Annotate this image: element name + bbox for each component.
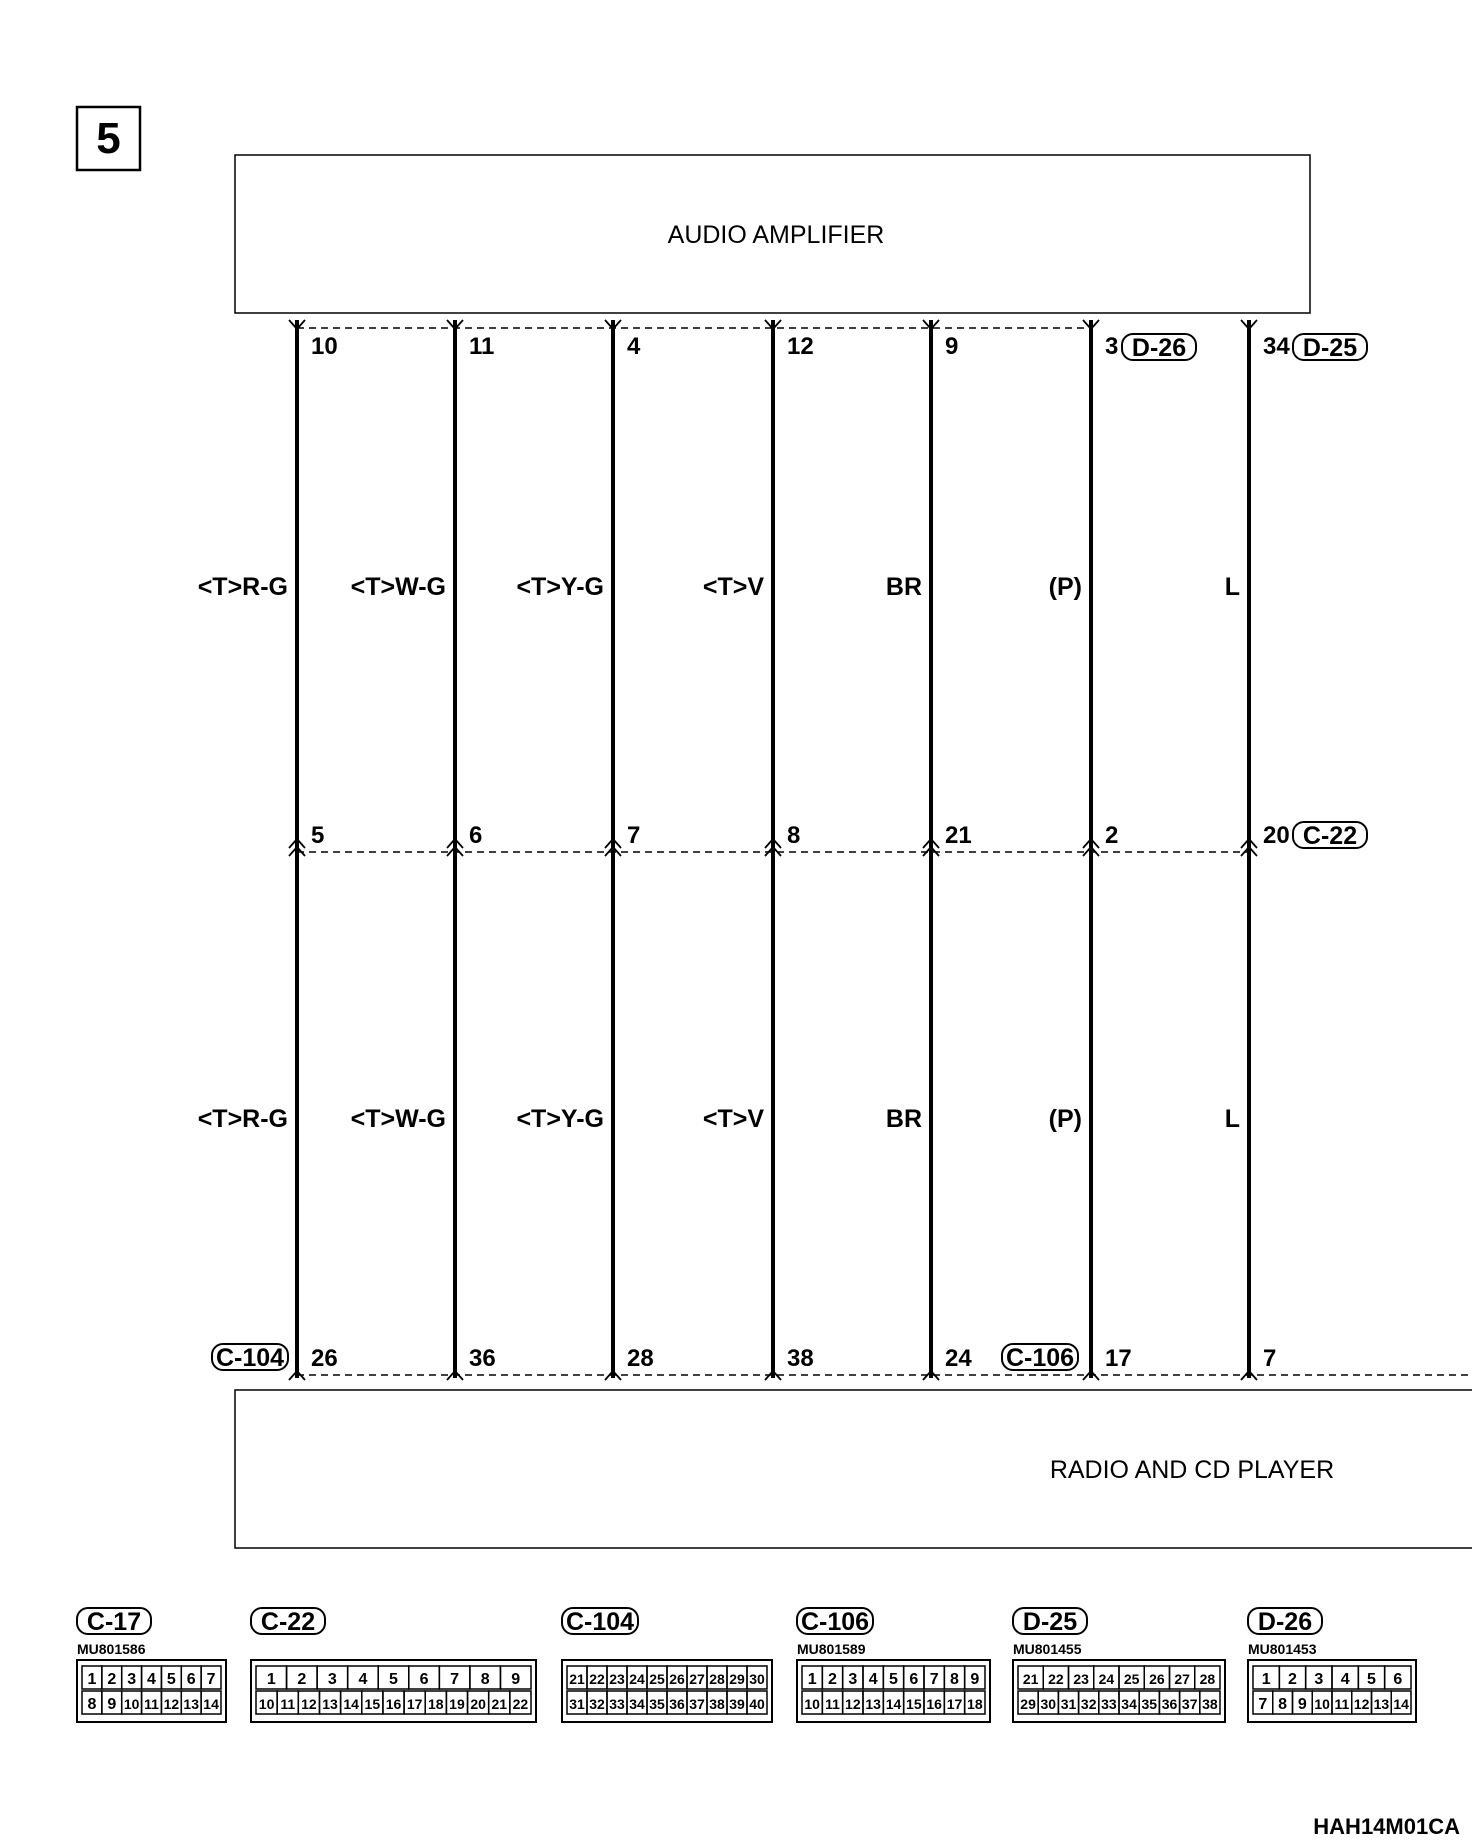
mid-pin-number: 2 [1105, 822, 1119, 849]
connector-cavity-number: 25 [649, 1671, 665, 1687]
wire-color-upper: <T>R-G [197, 573, 288, 601]
connector-cavity-number: 39 [729, 1696, 745, 1712]
bottom-pin-number: 24 [945, 1345, 972, 1372]
connector-cavity-number: 6 [419, 1671, 429, 1688]
connector-cavity-number: 11 [144, 1696, 159, 1712]
connector-cavity-number: 1 [807, 1671, 817, 1688]
connector-cavity-number: 23 [1073, 1671, 1089, 1687]
connector-cavity-number: 38 [709, 1696, 725, 1712]
connector-cavity-number: 10 [258, 1696, 275, 1712]
bottom-pin-number: 17 [1105, 1345, 1132, 1372]
connector-cavity-number: 17 [406, 1696, 423, 1712]
connector-cavity-number: 29 [729, 1671, 745, 1687]
wire-color-upper: BR [885, 573, 922, 601]
wire-5 [886, 320, 972, 1380]
connector-cavity-number: 15 [364, 1696, 381, 1712]
page-number-box [77, 107, 140, 170]
connector-cavity-number: 15 [906, 1696, 922, 1712]
drawing-code: HAH14M01CA [1313, 1814, 1460, 1839]
top-pin-number: 9 [945, 333, 959, 360]
connector-cavity-number: 12 [845, 1696, 861, 1712]
connector-cavity-number: 32 [1080, 1696, 1097, 1712]
connector-cavity-number: 27 [689, 1671, 705, 1687]
connector-cavity-number: 26 [669, 1671, 685, 1687]
connector-cavity-number: 5 [1367, 1671, 1376, 1688]
connector-cavity-number: 18 [428, 1696, 444, 1712]
connector-cavity-number: 12 [301, 1696, 317, 1712]
wire-color-upper: <T>Y-G [516, 573, 604, 601]
connector-cavity-number: 4 [1340, 1671, 1350, 1688]
top-pin-number: 3 [1105, 333, 1119, 360]
connector-cavity-number: 33 [609, 1696, 625, 1712]
connector-cavity-number: 31 [569, 1696, 585, 1712]
connector-cavity-number: 13 [1373, 1696, 1390, 1712]
top-pin-number: 34 [1263, 333, 1290, 360]
connector-cavity-number: 21 [1022, 1671, 1039, 1687]
wire-color-lower: BR [885, 1105, 922, 1133]
connector-cavity-number: 13 [183, 1696, 200, 1712]
connector-cavity-number: 4 [868, 1671, 878, 1688]
connector-part-number: MU801589 [797, 1641, 866, 1657]
connector-cavity-number: 24 [1098, 1671, 1115, 1687]
connector-view-id: C-17 [86, 1608, 142, 1636]
connector-part-number: MU801586 [77, 1641, 146, 1657]
connector-part-number: MU801455 [1013, 1641, 1082, 1657]
top-pin-number: 11 [469, 333, 495, 360]
connector-views [77, 1608, 1416, 1722]
bottom-pin-number: 38 [787, 1345, 814, 1372]
connector-cavity-number: 30 [749, 1671, 765, 1687]
connector-cavity-number: 7 [1258, 1696, 1268, 1713]
connector-cavity-number: 27 [1174, 1671, 1190, 1687]
connector-cavity-number: 34 [629, 1696, 645, 1712]
wire-color-upper: <T>W-G [350, 573, 446, 601]
connector-view-id: C-22 [260, 1608, 316, 1636]
connector-cavity-number: 30 [1040, 1696, 1057, 1712]
connector-cavity-number: 36 [1161, 1696, 1178, 1712]
top-pin-number: 10 [311, 333, 338, 360]
connector-cavity-number: 33 [1101, 1696, 1117, 1712]
connector-cavity-number: 14 [1393, 1696, 1409, 1712]
connector-cavity-number: 21 [491, 1696, 508, 1712]
connector-view-id: D-25 [1022, 1608, 1078, 1636]
mid-pin-number: 21 [945, 822, 972, 849]
wire-6 [1049, 320, 1132, 1380]
connector-cavity-number: 28 [709, 1671, 725, 1687]
connector-cavity-number: 6 [186, 1671, 196, 1688]
connector-cavity-number: 2 [107, 1671, 117, 1688]
wire-color-upper: (P) [1048, 573, 1082, 601]
connector-tag-c22: C-22 [1302, 822, 1358, 850]
mid-pin-number: 8 [787, 822, 801, 849]
radio-cd-player-label: RADIO AND CD PLAYER [1049, 1456, 1335, 1484]
connector-view-c-104 [562, 1608, 772, 1722]
connector-cavity-number: 22 [1048, 1671, 1064, 1687]
connector-cavity-number: 31 [1060, 1696, 1077, 1712]
connector-view-d-26 [1248, 1608, 1416, 1722]
connector-cavity-number: 8 [87, 1696, 97, 1713]
mid-pin-number: 7 [627, 822, 641, 849]
connector-cavity-number: 4 [358, 1671, 368, 1688]
connector-cavity-number: 11 [1334, 1696, 1350, 1712]
connector-dashed-lines [297, 328, 1472, 1375]
wire-7 [1225, 320, 1291, 1380]
connector-cavity-number: 11 [280, 1696, 296, 1712]
connector-cavity-number: 11 [825, 1696, 840, 1712]
wire-color-upper: L [1224, 573, 1240, 601]
connector-view-c-106 [797, 1608, 990, 1722]
connector-tags [212, 334, 1367, 1372]
connector-cavity-number: 14 [203, 1696, 219, 1712]
audio-amplifier-box [235, 155, 1310, 313]
connector-cavity-number: 32 [589, 1696, 605, 1712]
connector-cavity-number: 8 [1278, 1696, 1288, 1713]
connector-cavity-number: 8 [950, 1671, 959, 1688]
connector-cavity-number: 3 [1314, 1671, 1324, 1688]
connector-cavity-number: 2 [828, 1671, 837, 1688]
bottom-pin-number: 36 [469, 1345, 496, 1372]
wire-color-lower: (P) [1048, 1105, 1082, 1133]
wires-group [198, 320, 1291, 1380]
connector-cavity-number: 6 [909, 1671, 919, 1688]
connector-cavity-number: 22 [589, 1671, 605, 1687]
wire-4 [703, 320, 814, 1380]
connector-cavity-number: 9 [511, 1671, 521, 1688]
connector-cavity-number: 16 [926, 1696, 942, 1712]
connector-cavity-number: 2 [1288, 1671, 1297, 1688]
connector-cavity-number: 34 [1121, 1696, 1137, 1712]
connector-cavity-number: 8 [480, 1671, 490, 1688]
connector-cavity-number: 12 [1353, 1696, 1370, 1712]
connector-cavity-number: 9 [107, 1696, 117, 1713]
connector-cavity-number: 14 [343, 1696, 359, 1712]
connector-cavity-number: 5 [166, 1671, 176, 1688]
connector-cavity-number: 22 [512, 1696, 529, 1712]
connector-cavity-number: 10 [123, 1696, 140, 1712]
connector-cavity-number: 10 [804, 1696, 820, 1712]
radio-cd-player-box [235, 1390, 1472, 1548]
connector-cavity-number: 9 [970, 1671, 980, 1688]
connector-cavity-number: 20 [470, 1696, 486, 1712]
mid-pin-number: 6 [469, 822, 483, 849]
wire-color-lower: L [1224, 1105, 1240, 1133]
connector-cavity-number: 35 [649, 1696, 665, 1712]
connector-cavity-number: 1 [87, 1671, 97, 1688]
connector-cavity-number: 16 [385, 1696, 402, 1712]
wire-3 [516, 320, 653, 1380]
connector-cavity-number: 14 [885, 1696, 902, 1712]
connector-cavity-number: 35 [1141, 1696, 1158, 1712]
connector-cavity-number: 12 [163, 1696, 180, 1712]
connector-cavity-number: 4 [147, 1671, 156, 1688]
connector-cavity-number: 1 [266, 1671, 276, 1688]
connector-view-d-25 [1013, 1608, 1225, 1722]
connector-cavity-number: 5 [889, 1671, 898, 1688]
connector-cavity-number: 9 [1297, 1696, 1307, 1713]
mid-pin-number: 20 [1263, 822, 1290, 849]
audio-amplifier-label: AUDIO AMPLIFIER [667, 221, 885, 249]
top-pin-number: 4 [627, 333, 641, 360]
connector-tag-d25: D-25 [1302, 334, 1358, 362]
wire-2 [351, 320, 496, 1380]
connector-cavity-number: 23 [609, 1671, 625, 1687]
page-number: 5 [96, 114, 121, 163]
top-pin-number: 12 [787, 333, 814, 360]
connector-tag-c106: C-106 [1005, 1344, 1075, 1372]
connector-cavity-number: 5 [389, 1671, 398, 1688]
connector-cavity-number: 1 [1261, 1671, 1271, 1688]
wire-color-lower: <T>Y-G [516, 1105, 604, 1133]
connector-cavity-number: 3 [848, 1671, 858, 1688]
connector-cavity-number: 13 [322, 1696, 338, 1712]
connector-cavity-number: 38 [1202, 1696, 1218, 1712]
connector-cavity-number: 2 [297, 1671, 307, 1688]
wire-color-lower: <T>R-G [197, 1105, 288, 1133]
connector-cavity-number: 40 [749, 1696, 765, 1712]
connector-cavity-number: 18 [967, 1696, 983, 1712]
connector-cavity-number: 28 [1199, 1671, 1216, 1687]
connector-view-id: C-104 [565, 1608, 635, 1636]
connector-cavity-number: 3 [127, 1671, 137, 1688]
connector-cavity-number: 24 [629, 1671, 645, 1687]
bottom-pin-number: 28 [627, 1345, 654, 1372]
connector-cavity-number: 17 [946, 1696, 963, 1712]
connector-cavity-number: 7 [450, 1671, 460, 1688]
connector-cavity-number: 7 [206, 1671, 216, 1688]
wire-color-lower: <T>W-G [350, 1105, 446, 1133]
connector-cavity-number: 10 [1314, 1696, 1330, 1712]
connector-cavity-number: 6 [1393, 1671, 1403, 1688]
wire-color-lower: <T>V [702, 1105, 764, 1133]
connector-cavity-number: 25 [1123, 1671, 1140, 1687]
mid-pin-number: 5 [311, 822, 325, 849]
wire-1 [198, 320, 338, 1380]
connector-view-c-17 [77, 1608, 226, 1722]
connector-cavity-number: 7 [929, 1671, 939, 1688]
bottom-pin-number: 26 [311, 1345, 338, 1372]
connector-cavity-number: 37 [689, 1696, 705, 1712]
connector-cavity-number: 29 [1020, 1696, 1036, 1712]
connector-cavity-number: 26 [1149, 1671, 1165, 1687]
connector-view-id: C-106 [800, 1608, 870, 1636]
connector-tag-d26: D-26 [1131, 334, 1187, 362]
connector-cavity-number: 37 [1181, 1696, 1198, 1712]
connector-cavity-number: 21 [569, 1671, 585, 1687]
connector-view-c-22 [251, 1608, 536, 1722]
wire-color-upper: <T>V [702, 573, 764, 601]
connector-cavity-number: 36 [669, 1696, 685, 1712]
connector-cavity-number: 3 [327, 1671, 337, 1688]
connector-tag-c104: C-104 [215, 1344, 285, 1372]
connector-cavity-number: 19 [449, 1696, 465, 1712]
connector-cavity-number: 13 [865, 1696, 881, 1712]
connector-view-id: D-26 [1257, 1608, 1313, 1636]
bottom-pin-number: 7 [1263, 1345, 1277, 1372]
connector-part-number: MU801453 [1248, 1641, 1317, 1657]
